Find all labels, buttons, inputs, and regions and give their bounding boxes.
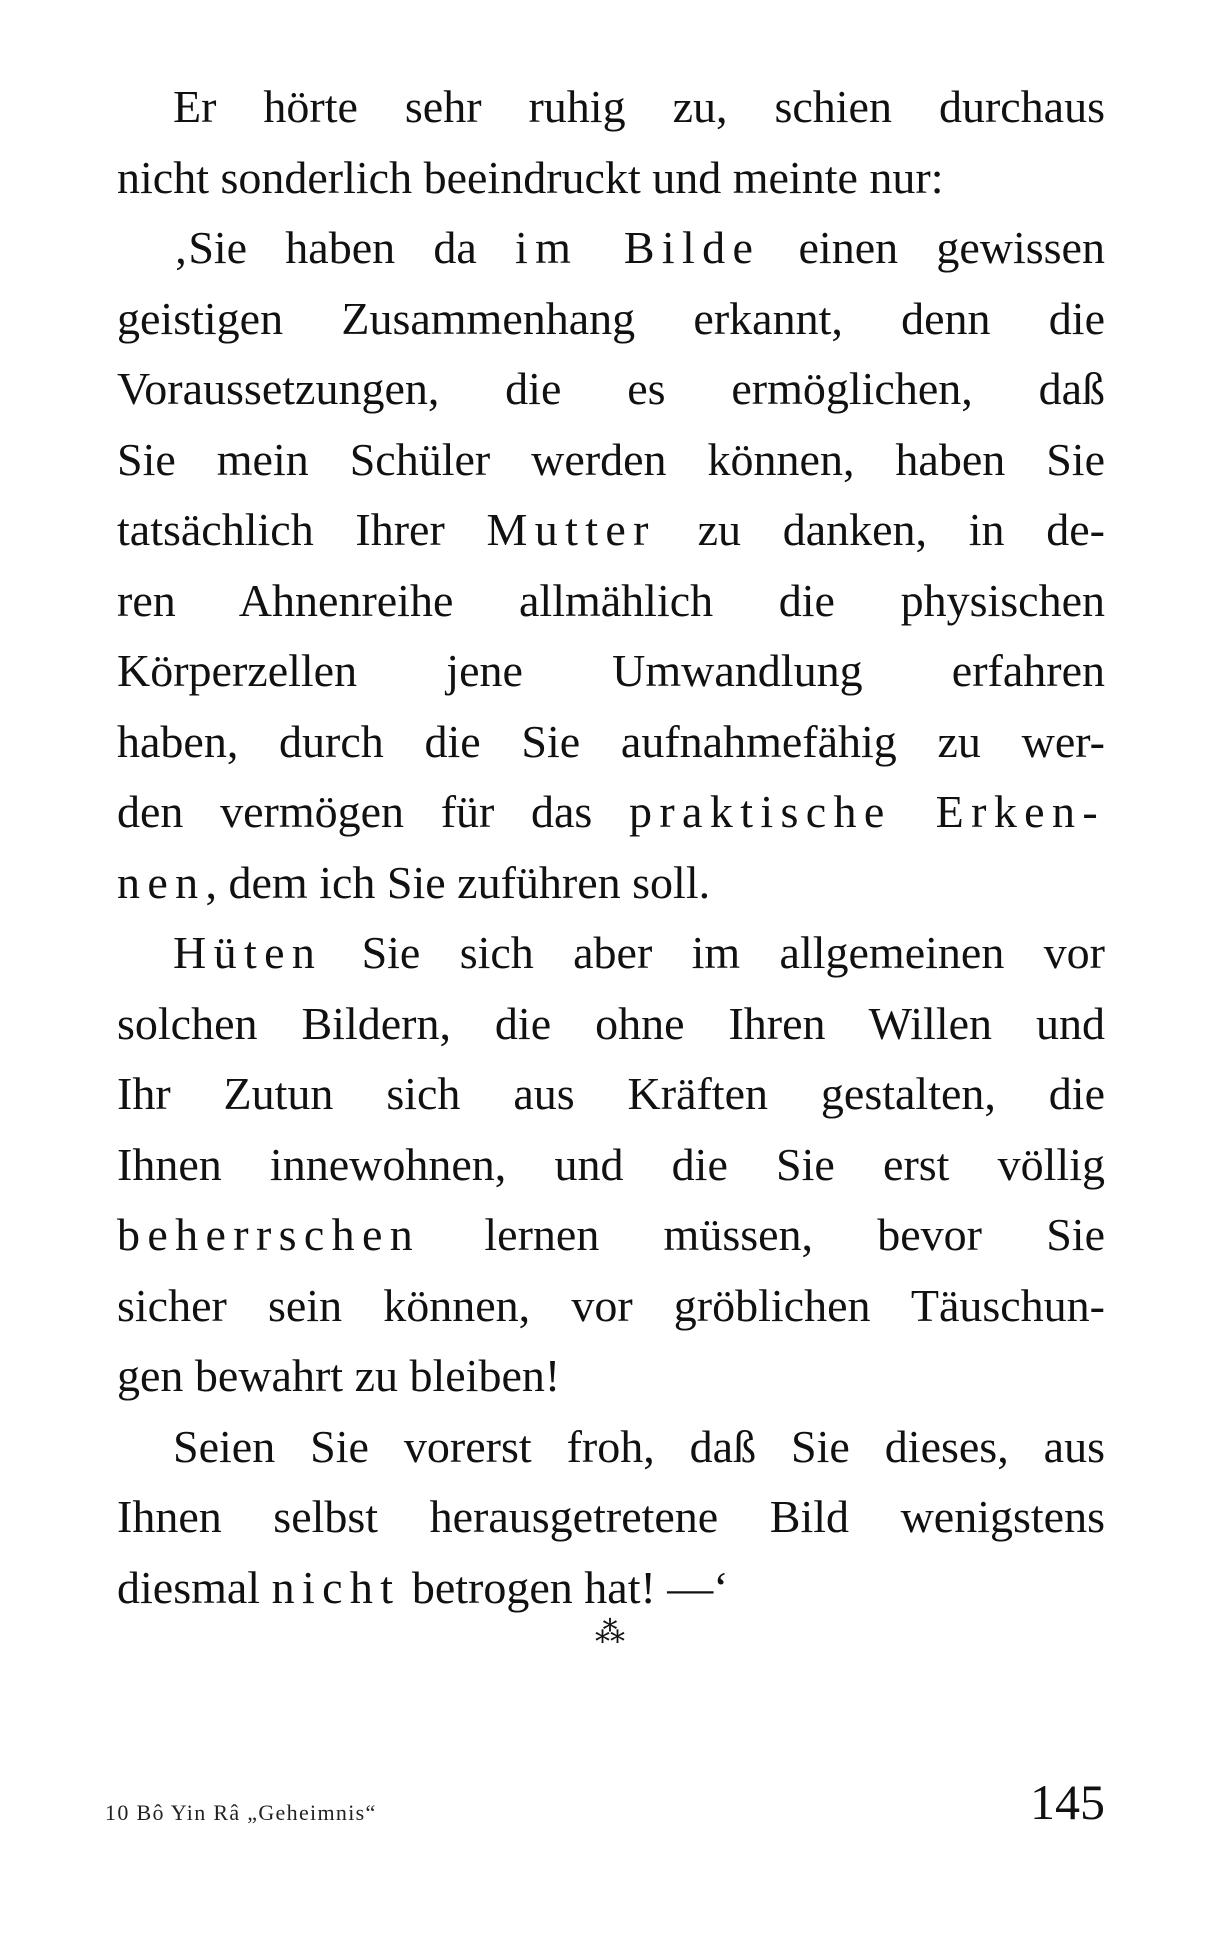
text-line: ren Ahnenreihe allmählich die physischen [117, 574, 1105, 626]
text-line: solchen Bildern, die ohne Ihren Willen und [117, 997, 1105, 1049]
text-line: sicher sein können, vor gröblichen Täuschun- [117, 1279, 1105, 1331]
printer-signature: 10 Bô Yin Râ „Geheimnis“ [105, 1800, 377, 1825]
text-line: Sie mein Schüler werden können, haben Sie [117, 433, 1105, 485]
emphasis-text: Hüten [173, 927, 323, 978]
paragraph [117, 918, 1105, 1412]
emphasis-text: praktische Erken- [629, 786, 1105, 837]
text-line: Hüten Sie sich aber im allgemeinen vor [173, 927, 1105, 978]
emphasis-text: im Bilde [514, 222, 761, 273]
text-line: diesmal nicht betrogen hat! —‘ [117, 1561, 729, 1613]
emphasis-text: Mutter [486, 504, 656, 555]
page-number: 145 [1030, 1774, 1105, 1830]
text-line: Voraussetzungen, die es ermöglichen, daß [117, 363, 1105, 414]
paragraph [117, 213, 1105, 918]
text-line: gen bewahrt zu bleiben! [117, 1350, 561, 1401]
section-separator: ⁂ [595, 1616, 625, 1649]
text-line: Ihr Zutun sich aus Kräften gestalten, die [117, 1068, 1105, 1119]
text-line: nen, dem ich Sie zuführen soll. [117, 856, 711, 908]
text-line: Körperzellen jene Umwandlung erfahren [117, 645, 1105, 696]
paragraph [117, 72, 1105, 213]
text-line: haben, durch die Sie aufnahmefähig zu wer- [117, 715, 1105, 767]
emphasis-text: nicht [271, 1561, 401, 1613]
text-line: Ihnen selbst herausgetretene Bild wenigstens [117, 1491, 1105, 1542]
text-line: nicht sonderlich beeindruckt und meinte nur: [117, 151, 944, 203]
emphasis-text: nen [117, 856, 206, 908]
text-line: den vermögen für das praktische Erken- [117, 786, 1105, 837]
text-line: Seien Sie vorerst froh, daß Sie dieses, aus [173, 1420, 1105, 1472]
text-line: ‚Sie haben da im Bilde einen gewissen [173, 222, 1105, 273]
text-line: beherrschen lernen müssen, bevor Sie [117, 1209, 1105, 1260]
paragraph [117, 1412, 1105, 1624]
text-block [117, 72, 1105, 1623]
text-line: tatsächlich Ihrer Mutter zu danken, in de- [117, 504, 1105, 555]
emphasis-text: beherrschen [117, 1209, 421, 1260]
text-line: geistigen Zusammenhang erkannt, denn die [117, 292, 1105, 344]
text-line: Ihnen innewohnen, und die Sie erst völlig [117, 1138, 1105, 1190]
text-line: Er hörte sehr ruhig zu, schien durchaus [173, 81, 1105, 132]
